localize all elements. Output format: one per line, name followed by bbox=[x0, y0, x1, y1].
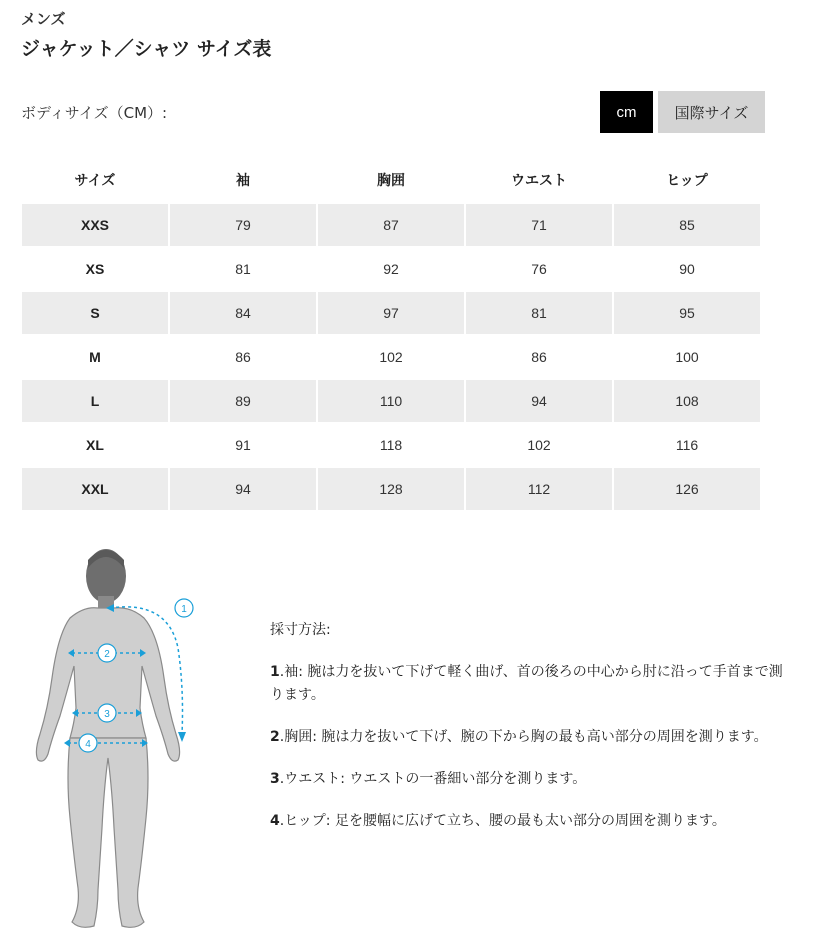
table-row bbox=[22, 468, 760, 510]
instruction-number: 2 bbox=[270, 729, 280, 745]
waist-cell: 102 bbox=[466, 424, 612, 466]
hip-cell: 85 bbox=[614, 204, 760, 246]
body-size-unit-label: ボディサイズ（CM）: bbox=[21, 104, 168, 122]
sleeve-cell: 89 bbox=[170, 380, 316, 422]
instruction-item bbox=[270, 810, 790, 833]
chest-cell: 128 bbox=[318, 468, 464, 510]
hip-cell: 108 bbox=[614, 380, 760, 422]
page-title: ジャケット／シャツ サイズ表 bbox=[21, 38, 272, 60]
sleeve-cell: 79 bbox=[170, 204, 316, 246]
instruction-number: 3 bbox=[270, 771, 280, 787]
header-size: サイズ bbox=[74, 173, 116, 189]
waist-cell: 94 bbox=[466, 380, 612, 422]
size-cell: L bbox=[22, 380, 168, 422]
chest-cell: 87 bbox=[318, 204, 464, 246]
marker-3-text: 3 bbox=[104, 709, 110, 720]
marker-2-text: 2 bbox=[104, 649, 110, 660]
chest-cell: 97 bbox=[318, 292, 464, 334]
size-cell: M bbox=[22, 336, 168, 378]
header-chest: 胸囲 bbox=[377, 173, 405, 189]
size-cell: XL bbox=[22, 424, 168, 466]
size-cell: XXS bbox=[22, 204, 168, 246]
chest-cell: 102 bbox=[318, 336, 464, 378]
hip-cell: 100 bbox=[614, 336, 760, 378]
hip-cell: 116 bbox=[614, 424, 760, 466]
size-table bbox=[20, 156, 762, 512]
waist-cell: 81 bbox=[466, 292, 612, 334]
hip-cell: 95 bbox=[614, 292, 760, 334]
table-row bbox=[22, 424, 760, 466]
header-hip: ヒップ bbox=[666, 173, 708, 189]
international-size-button[interactable]: 国際サイズ bbox=[658, 91, 765, 133]
waist-cell: 86 bbox=[466, 336, 612, 378]
instruction-text: .袖: 腕は力を抜いて下げて軽く曲げ、首の後ろの中心から肘に沿って手首まで測ります。 bbox=[270, 664, 783, 703]
instruction-text: .胸囲: 腕は力を抜いて下げ、腕の下から胸の最も高い部分の周囲を測ります。 bbox=[279, 729, 768, 745]
hip-cell: 126 bbox=[614, 468, 760, 510]
table-row bbox=[22, 380, 760, 422]
legs-shape bbox=[68, 738, 148, 927]
instruction-number: 4 bbox=[270, 813, 280, 829]
instruction-item bbox=[270, 726, 790, 749]
chest-cell: 110 bbox=[318, 380, 464, 422]
waist-cell: 112 bbox=[466, 468, 612, 510]
sleeve-cell: 86 bbox=[170, 336, 316, 378]
body-figure-illustration bbox=[18, 538, 228, 934]
hip-cell: 90 bbox=[614, 248, 760, 290]
instruction-item bbox=[270, 768, 790, 791]
header-waist: ウエスト bbox=[511, 173, 567, 189]
instruction-text: .ウエスト: ウエストの一番細い部分を測ります。 bbox=[279, 771, 587, 787]
instructions-heading: 採寸方法: bbox=[270, 622, 331, 638]
sleeve-cell: 84 bbox=[170, 292, 316, 334]
marker-1-text: 1 bbox=[181, 604, 187, 615]
waist-cell: 76 bbox=[466, 248, 612, 290]
instruction-number: 1 bbox=[270, 664, 280, 680]
sleeve-cell: 91 bbox=[170, 424, 316, 466]
size-cell: XS bbox=[22, 248, 168, 290]
sleeve-cell: 94 bbox=[170, 468, 316, 510]
instruction-text: .ヒップ: 足を腰幅に広げて立ち、腰の最も太い部分の周囲を測ります。 bbox=[279, 813, 726, 829]
table-row bbox=[22, 204, 760, 246]
sleeve-cell: 81 bbox=[170, 248, 316, 290]
marker-4-text: 4 bbox=[85, 739, 91, 750]
waist-cell: 71 bbox=[466, 204, 612, 246]
table-header-row bbox=[22, 158, 760, 202]
cm-toggle-button[interactable]: cm bbox=[600, 91, 653, 133]
measurement-figure bbox=[18, 538, 228, 934]
chest-cell: 92 bbox=[318, 248, 464, 290]
table-row bbox=[22, 336, 760, 378]
chest-cell: 118 bbox=[318, 424, 464, 466]
size-cell: S bbox=[22, 292, 168, 334]
category-label: メンズ bbox=[21, 10, 66, 28]
size-cell: XXL bbox=[22, 468, 168, 510]
table-row bbox=[22, 248, 760, 290]
header-sleeve: 袖 bbox=[236, 173, 250, 189]
table-row bbox=[22, 292, 760, 334]
instruction-item bbox=[270, 661, 790, 707]
measurement-instructions bbox=[270, 619, 790, 852]
